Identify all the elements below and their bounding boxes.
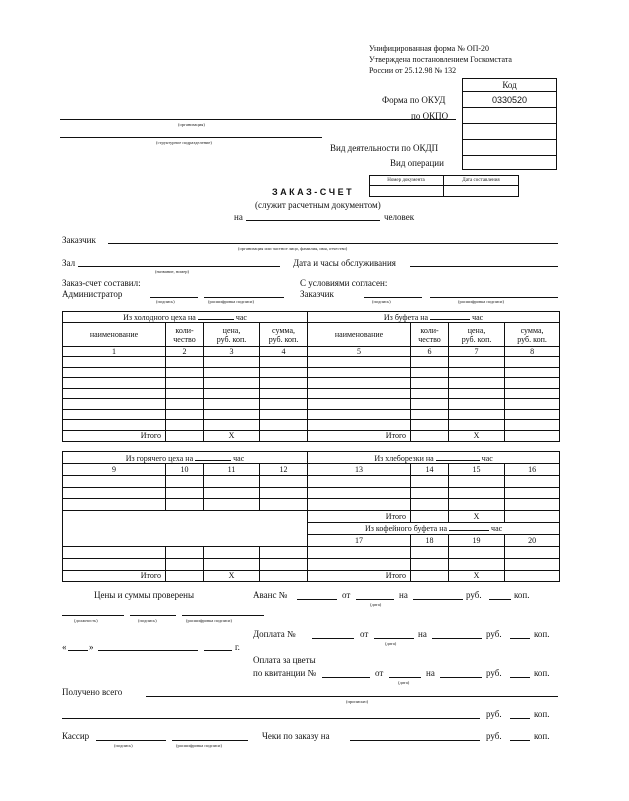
service-time-field[interactable] bbox=[410, 266, 558, 267]
receipt-from-label: от bbox=[375, 668, 384, 678]
extra-date-field[interactable] bbox=[374, 638, 414, 639]
table-cell[interactable] bbox=[411, 399, 449, 410]
advance-rub-label: руб. bbox=[466, 590, 482, 600]
col-number: 8 bbox=[505, 347, 560, 357]
table-row bbox=[63, 499, 560, 511]
order-table-middle bbox=[62, 451, 560, 582]
total-label: Итого bbox=[308, 510, 411, 522]
table-cell[interactable] bbox=[166, 558, 204, 570]
received-kop-label: коп. bbox=[534, 709, 550, 719]
table-cell[interactable] bbox=[204, 476, 260, 488]
table-cell[interactable] bbox=[308, 399, 411, 410]
doc-number-label: Номер документа bbox=[387, 178, 425, 183]
table-cell[interactable] bbox=[308, 558, 411, 570]
received-kop-field[interactable] bbox=[510, 718, 530, 719]
checks-kop-label: коп. bbox=[534, 731, 550, 741]
table-cell[interactable] bbox=[449, 546, 505, 558]
col-number: 15 bbox=[449, 464, 505, 476]
table-cell[interactable] bbox=[449, 357, 505, 368]
table-cell[interactable] bbox=[505, 499, 560, 511]
table-cell[interactable] bbox=[505, 558, 560, 570]
receipt-date-field[interactable] bbox=[389, 677, 421, 678]
department-field[interactable] bbox=[60, 137, 322, 138]
checks-label: Чеки по заказу на bbox=[262, 731, 330, 741]
table-cell[interactable] bbox=[260, 367, 308, 378]
col-number: 7 bbox=[449, 347, 505, 357]
table-cell[interactable] bbox=[204, 487, 260, 499]
received-total-label: Получено всего bbox=[62, 687, 123, 697]
col-number: 14 bbox=[411, 464, 449, 476]
approval-date: России от 25.12.98 № 132 bbox=[369, 66, 457, 75]
table-cell[interactable] bbox=[505, 409, 560, 420]
table-cell[interactable] bbox=[411, 487, 449, 499]
extra-rub-label: руб. bbox=[486, 629, 502, 639]
quote-open: « bbox=[62, 642, 67, 652]
table-cell[interactable] bbox=[63, 476, 166, 488]
position-caption: (должность) bbox=[74, 618, 98, 623]
composed-label: Заказ-счет составил: bbox=[62, 278, 141, 288]
hall-caption: (название, номер) bbox=[155, 269, 189, 274]
table-cell[interactable] bbox=[505, 367, 560, 378]
okdp-label: Вид деятельности по ОКДП bbox=[330, 143, 439, 153]
table-cell[interactable] bbox=[449, 499, 505, 511]
table-cell[interactable] bbox=[260, 420, 308, 431]
table-cell[interactable] bbox=[260, 499, 308, 511]
cashier-signature-caption: (подпись) bbox=[114, 743, 133, 748]
coffee-section-header: Из кофейного буфета на час bbox=[308, 522, 560, 534]
advance-from-label: от bbox=[342, 590, 351, 600]
document-title: З А К А З - С Ч Е Т bbox=[272, 187, 352, 197]
col-number: 20 bbox=[505, 534, 560, 546]
form-number: Унифицированная форма № ОП-20 bbox=[369, 44, 490, 53]
dept-caption: (структурное подразделение) bbox=[156, 140, 212, 145]
service-time-label: Дата и часы обслуживания bbox=[293, 258, 396, 268]
persons-count-field[interactable] bbox=[246, 220, 380, 221]
col-number: 9 bbox=[63, 464, 166, 476]
col-number: 5 bbox=[308, 347, 411, 357]
extra-number-field[interactable] bbox=[312, 638, 354, 639]
table-cell[interactable] bbox=[411, 558, 449, 570]
table-cell[interactable] bbox=[505, 487, 560, 499]
col-number: 13 bbox=[308, 464, 411, 476]
okud-value[interactable]: 0330520 bbox=[491, 95, 528, 105]
customer-decoding-field[interactable] bbox=[430, 297, 558, 298]
extra-from-label: от bbox=[360, 629, 369, 639]
cold-section-header: Из холодного цеха на час bbox=[63, 312, 308, 323]
table-row bbox=[63, 388, 560, 399]
approval-line: Утверждена постановлением Госкомстата bbox=[369, 55, 512, 64]
table-cell[interactable] bbox=[308, 388, 411, 399]
table-cell[interactable] bbox=[411, 367, 449, 378]
table-cell[interactable] bbox=[308, 409, 411, 420]
table-cell[interactable] bbox=[166, 388, 204, 399]
quote-close: » bbox=[89, 642, 94, 652]
extra-kop-field[interactable] bbox=[510, 638, 530, 639]
receipt-rub-field[interactable] bbox=[440, 677, 482, 678]
customer-field[interactable] bbox=[108, 243, 558, 244]
col-number: 12 bbox=[260, 464, 308, 476]
col-number: 2 bbox=[166, 347, 204, 357]
table-cell[interactable] bbox=[505, 476, 560, 488]
advance-on-label: на bbox=[399, 590, 408, 600]
customer-label: Заказчик bbox=[62, 235, 96, 245]
table-cell[interactable] bbox=[63, 399, 166, 410]
col-qty: коли- чество bbox=[411, 323, 449, 347]
receipt-kop-field[interactable] bbox=[510, 677, 530, 678]
code-label: Код bbox=[502, 80, 517, 90]
table-cell[interactable] bbox=[505, 357, 560, 368]
col-number: 16 bbox=[505, 464, 560, 476]
checks-rub-field[interactable] bbox=[350, 740, 480, 741]
table-cell[interactable] bbox=[166, 357, 204, 368]
advance-rub-field[interactable] bbox=[413, 599, 463, 600]
buffet-section-header: Из буфета на час bbox=[308, 312, 560, 323]
col-number: 11 bbox=[204, 464, 260, 476]
checker-decoding-caption: (расшифровка подписи) bbox=[186, 618, 232, 623]
in-words-caption: (прописью) bbox=[346, 699, 369, 704]
table-cell[interactable] bbox=[260, 558, 308, 570]
checker-decoding-field[interactable] bbox=[182, 615, 264, 616]
table-cell[interactable] bbox=[308, 420, 411, 431]
table-row bbox=[63, 409, 560, 420]
table-cell[interactable] bbox=[505, 378, 560, 389]
table-cell[interactable] bbox=[411, 420, 449, 431]
col-sum: сумма, руб. коп. bbox=[505, 323, 560, 347]
flowers-payment-label: Оплата за цветы bbox=[253, 655, 316, 665]
table-cell[interactable] bbox=[204, 420, 260, 431]
cashier-signature-field[interactable] bbox=[96, 740, 166, 741]
year-field[interactable] bbox=[204, 650, 232, 651]
table-row bbox=[63, 399, 560, 410]
table-cell[interactable] bbox=[308, 357, 411, 368]
table-cell[interactable] bbox=[260, 487, 308, 499]
col-number: 17 bbox=[308, 534, 411, 546]
admin-signature-field[interactable] bbox=[150, 297, 198, 298]
table-cell[interactable] bbox=[260, 399, 308, 410]
col-sum: сумма, руб. коп. bbox=[260, 323, 308, 347]
table-cell[interactable] bbox=[308, 546, 411, 558]
org-caption: (организация) bbox=[178, 122, 205, 127]
receipt-number-field[interactable] bbox=[322, 677, 370, 678]
persons-label: человек bbox=[384, 212, 415, 222]
advance-kop-field[interactable] bbox=[489, 599, 511, 600]
document-subtitle: (служит расчетным документом) bbox=[255, 200, 381, 210]
extra-date-caption: (дата) bbox=[385, 641, 397, 646]
total-label: Итого bbox=[308, 570, 411, 581]
table-cell[interactable] bbox=[204, 399, 260, 410]
table-cell[interactable] bbox=[166, 546, 204, 558]
checker-signature-caption: (подпись) bbox=[138, 618, 157, 623]
table-cell[interactable] bbox=[166, 399, 204, 410]
doc-date-label: Дата составления bbox=[462, 178, 500, 183]
table-cell[interactable] bbox=[260, 388, 308, 399]
receipt-rub-label: руб. bbox=[486, 668, 502, 678]
col-name: наименование bbox=[308, 323, 411, 347]
table-cell[interactable] bbox=[166, 499, 204, 511]
table-cell[interactable] bbox=[204, 499, 260, 511]
x-mark: X bbox=[449, 430, 505, 441]
hot-section-header: Из горячего цеха на час bbox=[63, 452, 308, 464]
day-field[interactable] bbox=[68, 650, 88, 651]
table-cell[interactable] bbox=[449, 420, 505, 431]
table-row bbox=[63, 558, 560, 570]
table-cell[interactable] bbox=[63, 558, 166, 570]
table-cell[interactable] bbox=[204, 357, 260, 368]
table-row bbox=[63, 420, 560, 431]
advance-number-field[interactable] bbox=[297, 599, 337, 600]
table-cell[interactable] bbox=[449, 399, 505, 410]
table-cell[interactable] bbox=[411, 357, 449, 368]
customer2-label: Заказчик bbox=[300, 289, 334, 299]
table-cell[interactable] bbox=[204, 388, 260, 399]
table-cell[interactable] bbox=[260, 378, 308, 389]
customer-caption: (организация или частное лицо, фамилия, имя, отчество) bbox=[238, 246, 348, 251]
advance-label: Аванс № bbox=[253, 590, 288, 600]
table-cell[interactable] bbox=[505, 388, 560, 399]
table-row bbox=[63, 367, 560, 378]
cashier-label: Кассир bbox=[62, 731, 90, 741]
table-cell[interactable] bbox=[260, 409, 308, 420]
position-field[interactable] bbox=[62, 615, 124, 616]
customer-decoding-caption: (расшифровка подписи) bbox=[458, 299, 504, 304]
col-number: 19 bbox=[449, 534, 505, 546]
table-cell[interactable] bbox=[411, 409, 449, 420]
table-cell[interactable] bbox=[449, 558, 505, 570]
table-cell[interactable] bbox=[308, 378, 411, 389]
admin-signature-caption: (подпись) bbox=[156, 299, 175, 304]
received-total-field-2[interactable] bbox=[62, 718, 480, 719]
table-cell[interactable] bbox=[260, 476, 308, 488]
table-cell[interactable] bbox=[63, 546, 166, 558]
table-cell[interactable] bbox=[505, 546, 560, 558]
admin-decoding-field[interactable] bbox=[204, 297, 284, 298]
operation-label: Вид операции bbox=[390, 158, 444, 168]
extra-rub-field[interactable] bbox=[432, 638, 482, 639]
table-row bbox=[63, 487, 560, 499]
table-cell[interactable] bbox=[204, 558, 260, 570]
table-cell[interactable] bbox=[308, 499, 411, 511]
year-label: г. bbox=[235, 642, 240, 652]
bread-section-header: Из хлеборезки на час bbox=[308, 452, 560, 464]
table-cell[interactable] bbox=[260, 357, 308, 368]
month-field[interactable] bbox=[98, 650, 198, 651]
col-name: наименование bbox=[63, 323, 166, 347]
table-cell[interactable] bbox=[63, 420, 166, 431]
col-number: 18 bbox=[411, 534, 449, 546]
col-number: 6 bbox=[411, 347, 449, 357]
col-price: цена, руб. коп. bbox=[449, 323, 505, 347]
table-cell[interactable] bbox=[63, 487, 166, 499]
hall-label: Зал bbox=[62, 258, 76, 268]
table-cell[interactable] bbox=[411, 476, 449, 488]
col-number: 4 bbox=[260, 347, 308, 357]
table-cell[interactable] bbox=[166, 476, 204, 488]
checked-label: Цены и суммы проверены bbox=[94, 590, 194, 600]
table-cell[interactable] bbox=[166, 420, 204, 431]
okpo-label: по ОКПО bbox=[411, 111, 449, 121]
admin-label: Администратор bbox=[62, 289, 123, 299]
col-number: 10 bbox=[166, 464, 204, 476]
table-cell[interactable] bbox=[449, 388, 505, 399]
table-cell[interactable] bbox=[505, 399, 560, 410]
table-cell[interactable] bbox=[63, 499, 166, 511]
extra-kop-label: коп. bbox=[534, 629, 550, 639]
x-mark: X bbox=[449, 570, 505, 581]
table-cell[interactable] bbox=[411, 546, 449, 558]
extra-payment-label: Доплата № bbox=[253, 629, 296, 639]
organization-field[interactable] bbox=[60, 119, 456, 120]
table-cell[interactable] bbox=[505, 420, 560, 431]
x-mark: X bbox=[204, 430, 260, 441]
total-label: Итого bbox=[63, 570, 166, 581]
table-cell[interactable] bbox=[166, 409, 204, 420]
table-cell[interactable] bbox=[411, 378, 449, 389]
advance-date-field[interactable] bbox=[356, 599, 394, 600]
table-cell[interactable] bbox=[204, 546, 260, 558]
table-cell[interactable] bbox=[204, 367, 260, 378]
table-cell[interactable] bbox=[166, 367, 204, 378]
x-mark: X bbox=[204, 570, 260, 581]
total-label: Итого bbox=[63, 430, 166, 441]
table-cell[interactable] bbox=[63, 367, 166, 378]
advance-date-caption: (дата) bbox=[370, 602, 382, 607]
table-row bbox=[63, 357, 560, 368]
customer-signature-caption: (подпись) bbox=[372, 299, 391, 304]
table-row bbox=[63, 546, 560, 558]
table-cell[interactable] bbox=[166, 378, 204, 389]
table-cell[interactable] bbox=[204, 378, 260, 389]
okud-label: Форма по ОКУД bbox=[382, 95, 446, 105]
cashier-decoding-field[interactable] bbox=[172, 740, 248, 741]
hall-field[interactable] bbox=[78, 266, 280, 267]
checker-signature-field[interactable] bbox=[130, 615, 176, 616]
col-number: 1 bbox=[63, 347, 166, 357]
table-cell[interactable] bbox=[166, 487, 204, 499]
table-cell[interactable] bbox=[449, 487, 505, 499]
table-cell[interactable] bbox=[308, 367, 411, 378]
receipt-label: по квитанции № bbox=[253, 668, 317, 678]
x-mark: X bbox=[449, 510, 505, 522]
agreed-label: С условиями согласен: bbox=[300, 278, 388, 288]
table-cell[interactable] bbox=[308, 476, 411, 488]
for-label: на bbox=[234, 212, 243, 222]
table-cell[interactable] bbox=[411, 388, 449, 399]
receipt-kop-label: коп. bbox=[534, 668, 550, 678]
received-rub-label: руб. bbox=[486, 709, 502, 719]
receipt-date-caption: (дата) bbox=[398, 680, 410, 685]
table-row bbox=[63, 378, 560, 389]
table-cell[interactable] bbox=[63, 409, 166, 420]
table-cell[interactable] bbox=[449, 476, 505, 488]
col-price: цена, руб. коп. bbox=[204, 323, 260, 347]
col-qty: коли- чество bbox=[166, 323, 204, 347]
receipt-on-label: на bbox=[426, 668, 435, 678]
checks-rub-label: руб. bbox=[486, 731, 502, 741]
customer-signature-field[interactable] bbox=[364, 297, 422, 298]
extra-on-label: на bbox=[418, 629, 427, 639]
table-cell[interactable] bbox=[63, 388, 166, 399]
cashier-decoding-caption: (расшифровка подписи) bbox=[176, 743, 222, 748]
table-cell[interactable] bbox=[449, 378, 505, 389]
table-row bbox=[63, 476, 560, 488]
col-number: 3 bbox=[204, 347, 260, 357]
table-cell[interactable] bbox=[63, 357, 166, 368]
table-cell[interactable] bbox=[63, 378, 166, 389]
checks-kop-field[interactable] bbox=[510, 740, 530, 741]
table-cell[interactable] bbox=[260, 546, 308, 558]
received-total-field[interactable] bbox=[146, 696, 558, 697]
admin-decoding-caption: (расшифровка подписи) bbox=[208, 299, 254, 304]
table-cell[interactable] bbox=[308, 487, 411, 499]
advance-kop-label: коп. bbox=[514, 590, 530, 600]
table-cell[interactable] bbox=[449, 367, 505, 378]
order-table-top bbox=[62, 311, 560, 442]
total-label: Итого bbox=[308, 430, 411, 441]
table-cell[interactable] bbox=[449, 409, 505, 420]
table-cell[interactable] bbox=[411, 499, 449, 511]
table-cell[interactable] bbox=[204, 409, 260, 420]
